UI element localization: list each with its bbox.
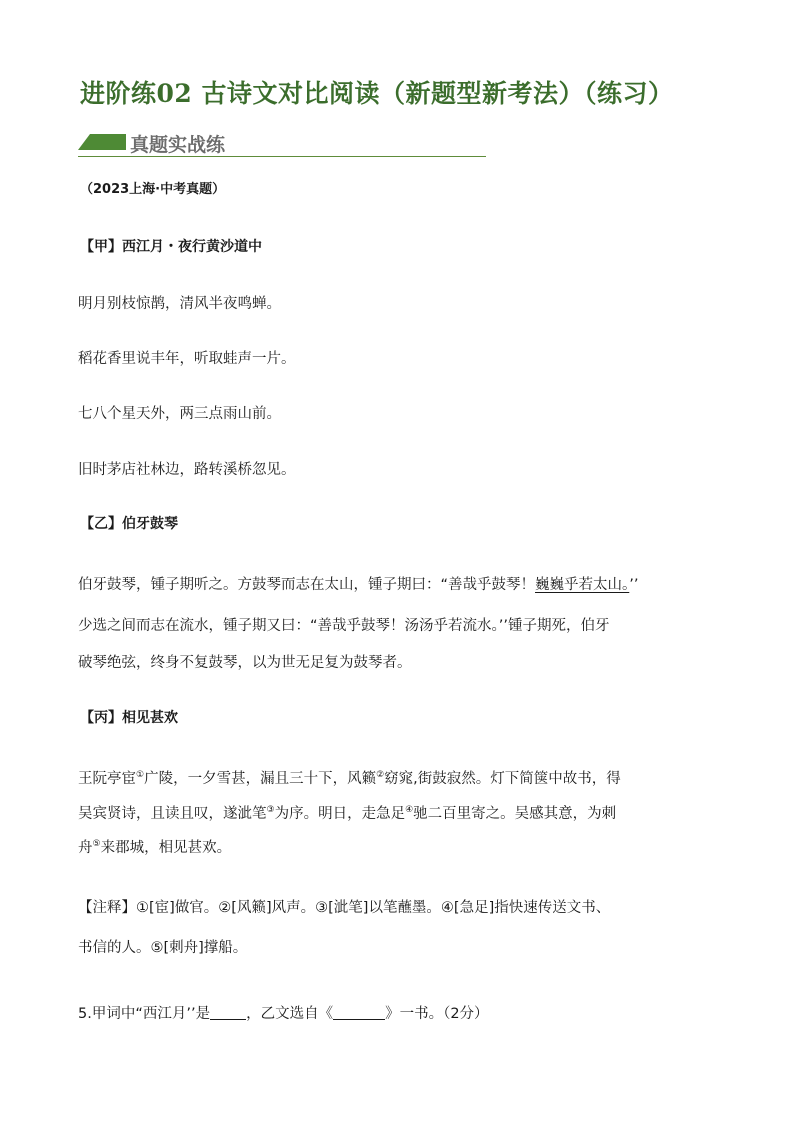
answer-blank-2[interactable] xyxy=(333,1005,385,1020)
question-source: （2023上海·中考真题） xyxy=(80,182,226,197)
yi-heading: 【乙】伯牙鼓琴 xyxy=(80,516,178,532)
note-marker: ④ xyxy=(405,805,414,815)
bing-paragraph-line xyxy=(78,767,621,788)
note-marker: ⑤ xyxy=(92,839,101,849)
answer-blank-1[interactable] xyxy=(210,1005,246,1020)
bing-text: 驰二百里寄之。吴感其意，为刺 xyxy=(413,806,617,822)
question-text: 5.甲词中“西江月’’是 xyxy=(78,1006,211,1022)
yi-underlined-sentence: 巍巍乎若太山。 xyxy=(535,577,630,593)
question-text: 》一书。（2分） xyxy=(385,1006,489,1022)
section-bar-icon xyxy=(78,132,126,150)
bing-text: 窈窕,街鼓寂然。灯下简箧中故书，得 xyxy=(384,771,621,787)
jia-line: 稻花香里说丰年，听取蛙声一片。 xyxy=(78,351,296,367)
yi-text: 伯牙鼓琴，锺子期听之。方鼓琴而志在太山，锺子期曰：“善哉乎鼓琴！ xyxy=(78,577,536,593)
yi-text: ’’ xyxy=(629,577,639,593)
section-label: 真题实战练 xyxy=(130,134,226,156)
yi-paragraph-line: 破琴绝弦，终身不复鼓琴，以为世无足复为鼓琴者。 xyxy=(78,655,412,671)
page-title: 进阶练02 古诗文对比阅读（新题型新考法）（练习） xyxy=(80,79,674,108)
bing-paragraph-line xyxy=(78,802,616,823)
bing-paragraph-line xyxy=(78,836,231,857)
bing-text: 广陵，一夕雪甚，漏且三十下，风籁 xyxy=(144,771,377,787)
jia-line: 七八个星天外，两三点雨山前。 xyxy=(78,406,281,422)
notes-line: 【注释】①[宦]做官。②[风籁]风声。③[泚笔]以笔蘸墨。④[急足]指快速传送文书、 xyxy=(78,900,611,916)
bing-text: 王阮亭宦 xyxy=(78,771,136,787)
bing-text: 吴宾贤诗，且读且叹，遂泚笔 xyxy=(78,806,267,822)
note-marker: ③ xyxy=(266,805,275,815)
note-marker: ② xyxy=(376,770,385,780)
yi-paragraph-line xyxy=(78,573,638,594)
notes-line: 书信的人。⑤[刺舟]撑船。 xyxy=(78,940,248,956)
bing-text: 舟 xyxy=(78,840,93,856)
bing-text: 来郡城，相见甚欢。 xyxy=(100,840,232,856)
bing-heading: 【丙】相见甚欢 xyxy=(80,710,178,726)
note-marker: ① xyxy=(136,770,145,780)
question-text: ，乙文选自《 xyxy=(246,1006,334,1022)
jia-line: 旧时茅店社林边，路转溪桥忽见。 xyxy=(78,462,296,478)
jia-line: 明月别枝惊鹊，清风半夜鸣蝉。 xyxy=(78,296,281,312)
jia-heading: 【甲】西江月・夜行黄沙道中 xyxy=(80,239,262,255)
yi-paragraph-line: 少选之间而志在流水，锺子期又曰：“善哉乎鼓琴！汤汤乎若流水。’’锺子期死，伯牙 xyxy=(78,618,610,634)
question-5 xyxy=(78,1002,489,1023)
section-divider xyxy=(78,156,486,157)
bing-text: 为序。明日，走急足 xyxy=(274,806,406,822)
